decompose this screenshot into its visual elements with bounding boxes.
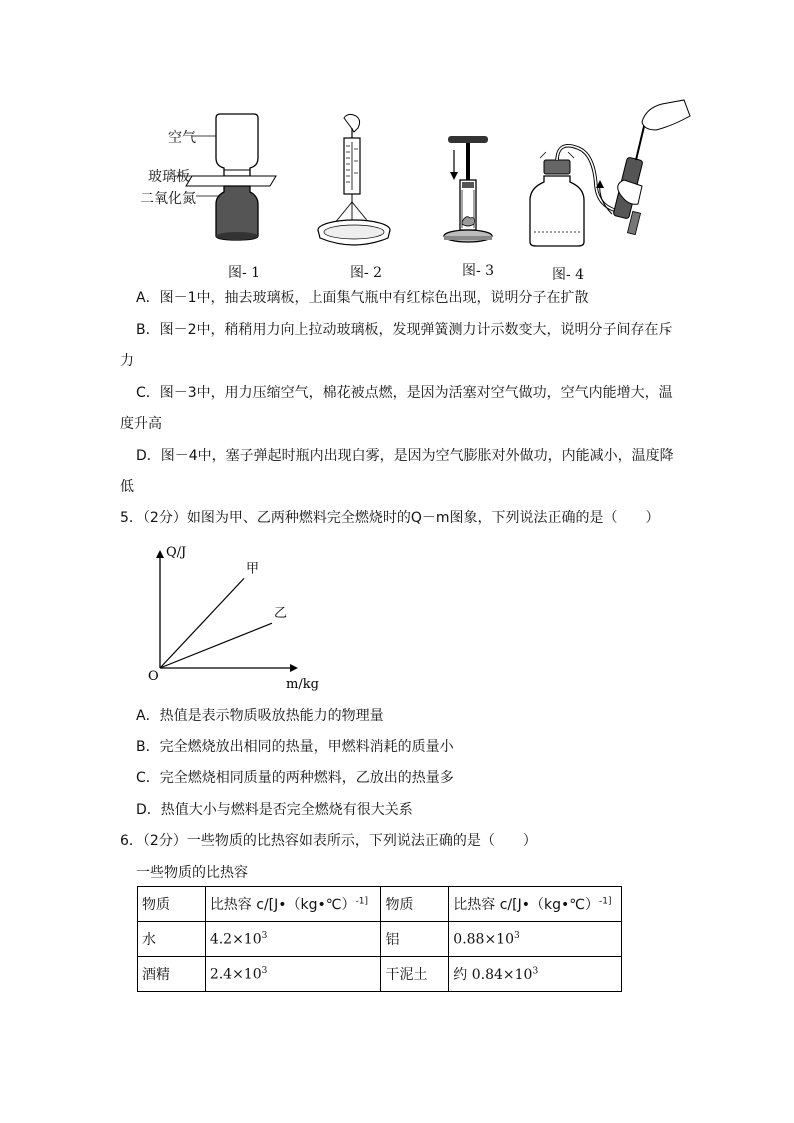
substance-cell: 酒精 [138,957,206,992]
q4-option-d-line2: 低 [120,479,134,495]
label-nitrogen-dioxide: 二氧化氮 [140,191,196,207]
origin-label: O [148,669,159,684]
q5-option-c: C．完全燃烧相同质量的两种燃料，乙放出的热量多 [136,770,454,786]
header-specific-heat-2: 比热容 c/[J•（kg•℃）$^{-1]}$ [449,887,622,922]
q-m-chart [140,540,320,700]
figure-3-label: 图- 3 [462,263,495,279]
q5-option-b: B．完全燃烧放出相同的热量，甲燃料消耗的质量小 [136,739,454,755]
y-axis-arrow [156,550,164,558]
specific-heat-table [137,886,622,992]
figure-4-pump-bottle [524,96,694,256]
q4-option-b-line2: 力 [120,353,134,369]
substance-cell: 水 [138,922,206,957]
q5-option-a: A．热值是表示物质吸放热能力的物理量 [136,708,384,724]
series-line-2 [160,623,272,668]
x-axis-arrow [290,664,298,672]
header-substance-1: 物质 [138,887,206,922]
value-cell: $4.2\times 10^3$ [205,922,381,957]
q5-stem: 5．（2分）如图为甲、乙两种燃料完全燃烧时的Q－m图象，下列说法正确的是（ ） [120,510,660,526]
q6-stem: 6．（2分）一些物质的比热容如表所示，下列说法正确的是（ ） [120,833,537,849]
value-cell: 约 $0.84\times 10^3$ [449,957,622,992]
table-row [138,922,622,957]
q4-option-d-line1: D．图－4中，塞子弹起时瓶内出现白雾，是因为空气膨胀对外做功，内能减小，温度降 [136,448,674,464]
figure-2-spring-scale [312,112,396,252]
value-cell: $2.4\times 10^3$ [205,957,381,992]
q4-option-a: A．图－1中，抽去玻璃板，上面集气瓶中有红棕色出现，说明分子在扩散 [136,290,589,306]
header-substance-2: 物质 [381,887,449,922]
series-label-2: 乙 [274,606,288,622]
header-specific-heat-1: 比热容 c/[J•（kg•℃）$^{-1]}$ [205,887,381,922]
table-title: 一些物质的比热容 [136,865,248,881]
y-axis-label: Q/J [166,545,187,560]
q4-option-c-line2: 度升高 [120,416,162,432]
table-header-row [138,887,622,922]
series-label-1: 甲 [246,561,260,577]
value-cell: $0.88\times 10^3$ [449,922,622,957]
x-axis-label: m/kg [286,677,319,692]
figure-3-fire-syringe [440,132,500,248]
q4-option-c-line1: C．图－3中，用力压缩空气，棉花被点燃，是因为活塞对空气做功，空气内能增大，温 [136,385,673,401]
series-line-1 [160,578,244,668]
chart-series [160,561,287,668]
figure-4-label: 图- 4 [552,267,585,283]
q5-option-d: D．热值大小与燃料是否完全燃烧有很大关系 [136,802,413,818]
table-row [138,957,622,992]
figure-2-label: 图- 2 [350,265,383,281]
label-air: 空气 [168,130,196,146]
q4-option-b-line1: B．图－2中，稍稍用力向上拉动玻璃板，发现弹簧测力计示数变大，说明分子间存在斥 [136,322,673,338]
label-glass-plate: 玻璃板 [148,169,190,185]
substance-cell: 铝 [381,922,449,957]
figure-1-label: 图- 1 [228,265,261,281]
substance-cell: 干泥土 [381,957,449,992]
